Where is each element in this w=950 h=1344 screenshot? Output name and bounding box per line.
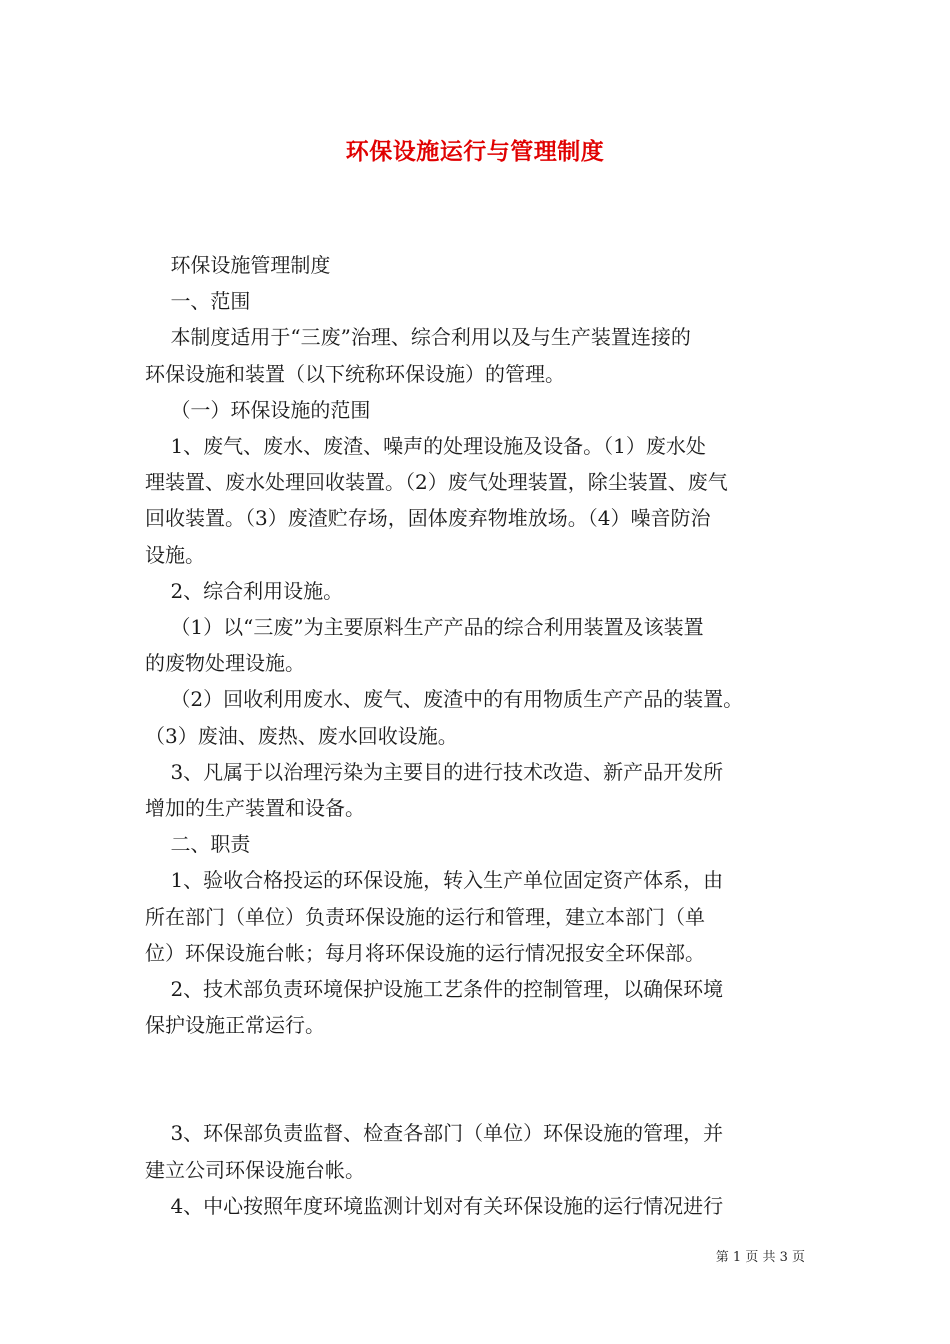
paragraph-gap xyxy=(145,1043,807,1115)
document-title: 环保设施运行与管理制度 xyxy=(345,139,605,165)
subsection-heading: （一）环保设施的范围 xyxy=(145,397,371,422)
paragraph: 本制度适用于“三废”治理、综合利用以及与生产装置连接的 环保设施和装置（以下统称环保设施）的管理。 xyxy=(145,325,691,386)
page-number: 第 1 页 共 3 页 xyxy=(715,1250,805,1265)
paragraph: 2、综合利用设施。 xyxy=(145,578,344,603)
paragraph: （2）回收利用废水、废气、废渣中的有用物质生产产品的装置。 （3）废油、废热、废水回收设施。 xyxy=(145,687,744,748)
paragraph: 2、技术部负责环境保护设施工艺条件的控制管理，以确保环境 保护设施正常运行。 xyxy=(145,977,724,1038)
paragraph: （1）以“三废”为主要原料生产产品的综合利用装置及该装置 的废物处理设施。 xyxy=(145,615,704,676)
paragraph: 4、中心按照年度环境监测计划对有关环保设施的运行情况进行 xyxy=(145,1193,724,1218)
paragraph: 3、环保部负责监督、检查各部门（单位）环保设施的管理，并 建立公司环保设施台帐。 xyxy=(145,1121,724,1182)
document-body xyxy=(145,247,807,1224)
section-heading: 一、范围 xyxy=(145,289,251,314)
paragraph: 环保设施管理制度 xyxy=(145,253,331,277)
section-heading: 二、职责 xyxy=(145,832,251,857)
paragraph: 3、凡属于以治理污染为主要目的进行技术改造、新产品开发所 增加的生产装置和设备。 xyxy=(145,759,724,821)
paragraph: 1、废气、废水、废渣、噪声的处理设施及设备。（1）废水处 理装置、废水处理回收装置。（2）废气处理装置，除尘装置、废气 回收装置。（3）废渣贮存场，固体废弃物堆放场。（4）噪音防治 设施。 xyxy=(145,434,728,567)
paragraph: 1、验收合格投运的环保设施，转入生产单位固定资产体系，由 所在部门（单位）负责环保设施的运行和管理，建立本部门（单 位）环保设施台帐；每月将环保设施的运行情况报安全环保部。 xyxy=(145,868,724,965)
